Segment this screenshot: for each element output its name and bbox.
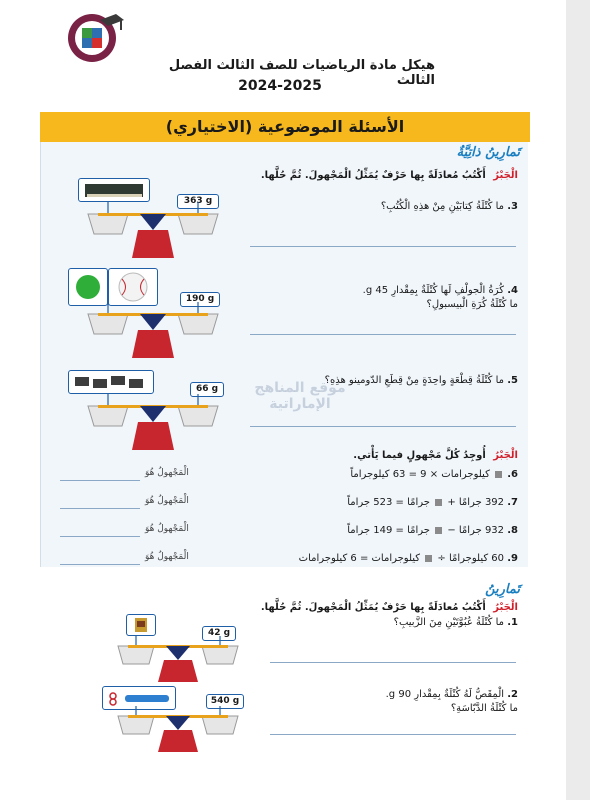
answer-line xyxy=(270,662,516,663)
equation-7: 7. 392 جرامًا + جرامًا = 523 جراماً xyxy=(347,497,518,508)
dominoes-icon xyxy=(69,371,153,393)
answer-line xyxy=(250,334,516,335)
weight-tag: 363 g xyxy=(177,194,219,209)
instruction-text: أَكْتُبُ مُعادَلَةً بِها حَرْفٌ يُمَثِّلُ الْمَجْهولَ. ثُمَّ حُلَّها. xyxy=(260,170,486,181)
balance-scale-icon xyxy=(108,634,258,686)
books-frame xyxy=(78,178,150,202)
question-2: 2. الْمِقَصُّ لَهُ كُتْلَةٌ بِمِقْدارِ 90 g. ما كُتْلَةُ الدَّبّاسَةِ؟ xyxy=(385,689,518,714)
unknown-square-icon xyxy=(435,527,442,534)
unknown-label: الْمَجْهولُ هُوَ xyxy=(145,496,189,506)
balance-scale-icon xyxy=(78,300,238,362)
watermark: موقع المناهج الإماراتية xyxy=(254,380,346,412)
section3-instruction xyxy=(200,602,518,613)
unknown-square-icon xyxy=(425,555,432,562)
question-5: 5. ما كُتْلَةُ قِطْعَةٍ واحِدَةٍ مِنْ قِطَعِ الدّومينو هذِهِ؟ xyxy=(324,375,518,386)
algebra-tag: الْجَبْرُ xyxy=(493,602,518,613)
section-title-exercises: تَمارِينُ xyxy=(485,582,520,597)
weight-tag: 42 g xyxy=(202,626,236,641)
section2-instruction xyxy=(260,450,518,461)
weight-tag: 540 g xyxy=(206,694,244,709)
school-year: 2024-2025 xyxy=(238,78,322,94)
section-title-self-exercises: تَمارِينُ ذاتِيَّةٌ xyxy=(456,145,520,160)
books-icon xyxy=(79,179,149,201)
instruction-text: أَكْتُبُ مُعادَلَةً بِها حَرْفٌ يُمَثِّلُ الْمَجْهولَ. ثُمَّ حُلَّها. xyxy=(260,602,486,613)
raisin-box-icon xyxy=(127,615,155,635)
answer-line xyxy=(60,508,140,509)
balance-scale-icon xyxy=(108,704,258,756)
answer-line xyxy=(270,734,516,735)
school-logo-icon xyxy=(62,10,126,66)
section-banner: الأسئلة الموضوعية (الاختياري) xyxy=(40,112,530,142)
question-3: 3. ما كُتْلَةُ كِتابَيْنِ مِنْ هذِهِ الْكُتُبِ؟ xyxy=(380,201,518,212)
equation-9: 9. 60 كيلوجرامًا ÷ كيلوجرامات = 6 كيلوجرامات xyxy=(298,553,518,564)
dominoes-frame xyxy=(68,370,154,394)
answer-line xyxy=(60,480,140,481)
question-1: 1. ما كُتْلَةُ عُبُوَّتَيْنِ مِنَ الزَّبيبِ؟ xyxy=(393,617,518,628)
answer-line xyxy=(60,564,140,565)
right-gutter xyxy=(566,0,590,800)
raisins-frame xyxy=(126,614,156,636)
algebra-tag: الْجَبْرُ xyxy=(493,170,518,181)
unknown-label: الْمَجْهولُ هُوَ xyxy=(145,552,189,562)
balance-scale-icon xyxy=(78,200,238,262)
answer-line xyxy=(60,536,140,537)
unknown-label: الْمَجْهولُ هُوَ xyxy=(145,468,189,478)
algebra-tag: الْجَبْرُ xyxy=(493,450,518,461)
question-4: 4. كُرَةُ الْجولْفِ لَها كُتْلَةٌ بِمِقْدارِ 45 g. ما كُتْلَةُ كُرَةِ الْبيسبولِ؟ xyxy=(362,285,518,310)
answer-line xyxy=(250,246,516,247)
equation-8: 8. 932 جرامًا − جرامًا = 149 جراماً xyxy=(347,525,518,536)
unknown-square-icon xyxy=(495,471,502,478)
weight-tag: 66 g xyxy=(190,382,224,397)
unknown-label: الْمَجْهولُ هُوَ xyxy=(145,524,189,534)
instruction-text: أُوجِدُ كُلَّ مَجْهولٍ فيما يَأْتي. xyxy=(353,450,486,461)
weight-tag: 190 g xyxy=(180,292,220,307)
unknown-square-icon xyxy=(435,499,442,506)
page-title: هيكل مادة الرياضيات للصف الثالث الفصل الثالث xyxy=(168,58,435,88)
section1-instruction xyxy=(200,170,518,181)
balance-scale-icon xyxy=(78,392,238,454)
answer-line xyxy=(250,426,516,427)
equation-6: 6. كيلوجرامات × 9 = 63 كيلوجراماً xyxy=(350,469,518,480)
